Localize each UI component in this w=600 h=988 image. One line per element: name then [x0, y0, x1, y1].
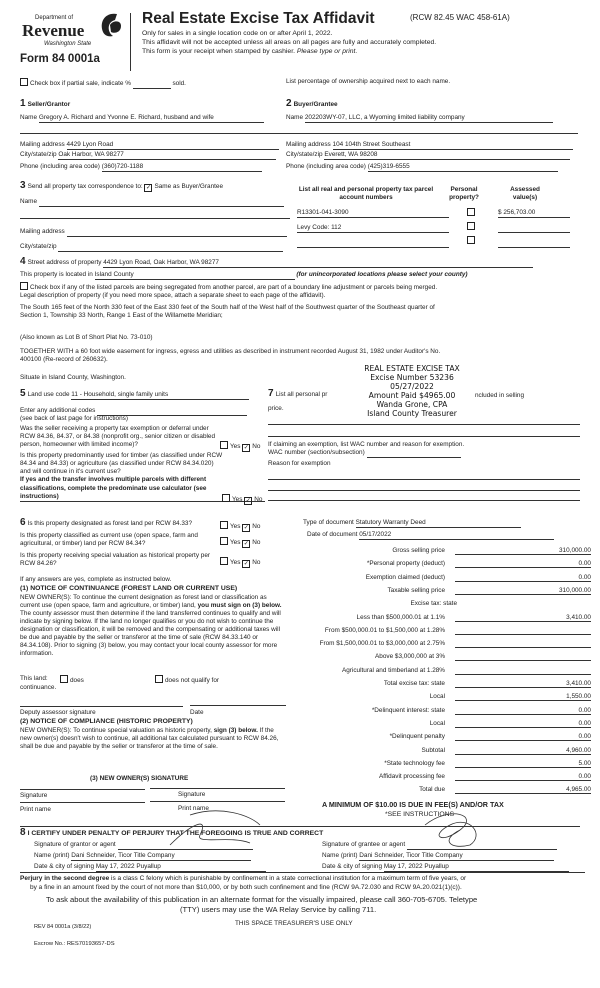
continuance-label: continuance.: [20, 684, 57, 691]
no-label: No: [252, 559, 261, 566]
forest-q3: Is this property receiving special valuation as historical property per RCW 84.26?: [20, 552, 211, 567]
partial-sale-label: Check box if partial sale, indicate %: [30, 80, 131, 87]
street-label: Street address of property: [27, 259, 102, 266]
grantor-signature-row: [34, 841, 253, 850]
deputy-signature-line[interactable]: [20, 706, 183, 707]
tax-row-value[interactable]: 4,960.00: [455, 747, 591, 755]
timber-question-bold: If yes and the transfer involves multiple parcels with different classifications, complete the predominate use calculator (see instructions): [20, 476, 207, 500]
stamp-line: Amount Paid $4965.00: [368, 391, 456, 400]
additional-codes-label: Enter any additional codes: [20, 407, 96, 414]
additional-codes-note: (see back of last page for instructions): [20, 415, 128, 422]
alt-format-line-1: To ask about the availability of this publication in an alternate format for the visually impaired, please call 360-705-6705. Teletype: [46, 895, 478, 904]
buyer-phone-label: Phone (including area code): [286, 163, 366, 170]
document-date-row: [307, 531, 554, 540]
tax-row-value[interactable]: [455, 667, 591, 675]
notice-compliance-text: [20, 727, 285, 751]
yes-label: Yes: [230, 523, 241, 530]
tax-row: [300, 651, 595, 663]
grantor-name-row: [34, 852, 251, 861]
tax-row-label: Local: [429, 693, 445, 701]
buyer-city-row: [286, 151, 570, 160]
legal-line: (Also known as Lot B of Short Plat No. 73-010): [20, 334, 153, 341]
street-field[interactable]: 4429 Lyon Road, Oak Harbor, WA 98277: [103, 259, 533, 268]
tax-row-label: *Delinquent penalty: [389, 733, 445, 741]
signature-line[interactable]: [20, 789, 145, 790]
tax-row-value[interactable]: 3,410.00: [455, 680, 591, 688]
wac-label: WAC number (section/subsection): [268, 449, 365, 456]
treasurer-use-only: THIS SPACE TREASURER'S USE ONLY: [235, 920, 353, 927]
tax-row-value[interactable]: 1,550.00: [455, 693, 591, 701]
header-line-2: This affidavit will not be accepted unless all areas on all pages are fully and accurately completed.: [142, 39, 437, 46]
tax-row-value[interactable]: 0.00: [455, 720, 591, 728]
section-number: 1: [20, 98, 26, 109]
document-type-select[interactable]: Statutory Warranty Deed: [356, 519, 521, 528]
seller-mailing-field[interactable]: 4429 Lyon Road: [67, 141, 279, 150]
tax-row-value[interactable]: 0.00: [455, 773, 591, 781]
assessed-value-field[interactable]: $ 256,703.00: [498, 209, 570, 218]
reason-line[interactable]: [268, 500, 580, 501]
tax-row-label: From $500,000.01 to $1,500,000 at 1.28%: [324, 626, 445, 634]
corr-name-field[interactable]: [39, 198, 284, 207]
grantor-name-field[interactable]: Dani Schneider, Ticor Title Company: [71, 852, 251, 861]
perjury-line-2: by a fine in an amount fixed by the court of not more than $10,000, or by both such confinement and fine (RCW 9A.72.030 and RCW 9A.20.021(1)(c)).: [30, 884, 462, 891]
parcel-account-field[interactable]: Levy Code: 112: [297, 224, 449, 233]
buyer-name-label: Name: [286, 114, 304, 121]
yes-checkbox[interactable]: [220, 441, 228, 449]
section-number: 2: [286, 98, 292, 109]
deputy-signature-label: Deputy assessor signature: [20, 709, 96, 716]
tax-row-value[interactable]: 3,410.00: [455, 614, 591, 622]
seller-heading: [20, 100, 70, 109]
legal-line: The South 165 feet of the North 330 feet of the East 330 feet of the South half of the West half of the Southwest quarter of the Southeast quarter of: [20, 304, 435, 311]
buyer-phone-field[interactable]: (425)319-6555: [368, 163, 558, 172]
grantor-date-field[interactable]: May 17, 2022 Puyallup: [96, 863, 266, 872]
yes-checkbox[interactable]: [220, 557, 228, 565]
reason-label: Reason for exemption: [268, 460, 331, 467]
legal-label: Legal description of property (if you need more space, attach a separate sheet to each page of the affidavit).: [20, 292, 326, 299]
tax-row-label: Exemption claimed (deduct): [365, 573, 445, 581]
yes-label: Yes: [232, 496, 243, 503]
parcel-col-header: List all real and personal property tax parcel account numbers: [298, 186, 434, 201]
personal-property-line[interactable]: [268, 436, 580, 437]
tax-row: [300, 731, 595, 743]
segregated-row: [20, 282, 437, 292]
new-owner-signature-title: (3) NEW OWNER(S) SIGNATURE: [90, 775, 189, 782]
certify-text: I CERTIFY UNDER PENALTY OF PERJURY THAT THE FOREGOING IS TRUE AND CORRECT: [27, 830, 324, 837]
partial-sale-percent-field[interactable]: [133, 80, 171, 89]
print-name-label: Print name: [20, 806, 51, 813]
grantee-name-label: Name (print): [322, 852, 358, 859]
minimum-fee-note: A MINIMUM OF $10.00 IS DUE IN FEE(S) AND/OR TAX: [322, 800, 504, 809]
document-date-label: Date of document: [307, 531, 358, 538]
seller-name-field[interactable]: Gregory A. Richard and Yvonne E. Richard, husband and wife: [39, 114, 264, 123]
buyer-heading: [286, 100, 338, 109]
notice-bold: you must sign on (3) below.: [197, 602, 282, 609]
notice-text: NEW OWNER(S): To continue the current designation as forest land or classification as current use (open space, farm and agriculture, or timber) land,: [20, 594, 267, 609]
parcel-account-field[interactable]: [297, 239, 449, 248]
section-number: 4: [20, 256, 26, 267]
grantor-signature-label: Signature of grantor or agent: [34, 841, 116, 848]
forest-q1-yes-no: [220, 521, 260, 532]
section-number: 7: [268, 388, 274, 399]
tax-row: [300, 572, 595, 584]
personal-property-label-end: ncluded in selling: [475, 392, 525, 399]
this-land-label: This land:: [20, 675, 48, 682]
header-line-3-text: This form is your receipt when stamped by cashier.: [142, 48, 295, 55]
escrow-label: Escrow No.:: [34, 941, 66, 947]
tax-row: [300, 612, 595, 624]
tax-row-label: Taxable selling price: [387, 586, 445, 594]
forest-q1: [20, 519, 192, 528]
form-title: Real Estate Excise Tax Affidavit: [142, 10, 375, 27]
tax-row: [300, 784, 595, 796]
reason-line[interactable]: [268, 490, 580, 491]
grantee-signature-row: [322, 841, 557, 850]
no-label: No: [254, 496, 263, 503]
does-option: [60, 675, 84, 685]
tax-row-label: Gross selling price: [392, 547, 445, 554]
seller-mailing-row: [20, 141, 279, 150]
escrow-number: RES70193657-DS: [66, 941, 115, 947]
section-number: 8: [20, 827, 26, 838]
stamp-line: 05/27/2022: [390, 382, 434, 391]
perjury-line-1: [20, 875, 466, 883]
does-not-option: [155, 675, 219, 685]
yes-label: Yes: [230, 443, 241, 450]
logo-state: Washington State: [44, 41, 92, 47]
notice-text: NEW OWNER(S): To continue special valuation as historic property,: [20, 727, 212, 734]
corr-city-label: City/state/zip: [20, 243, 57, 250]
tax-row-label: Total due: [419, 786, 445, 794]
no-checkbox[interactable]: ✓: [243, 541, 249, 547]
county-select[interactable]: Island County: [95, 271, 295, 280]
tax-row-label: *Delinquent interest: state: [371, 706, 445, 714]
legal-line: TOGETHER WITH a 60 foot wide easement for ingress, egress and utilities as described in instrument recorded August 31, 1982 under Auditor's No.: [20, 348, 441, 355]
legal-line: 400100 (Re-record of 260632).: [20, 356, 108, 363]
no-checkbox[interactable]: ✓: [243, 561, 249, 567]
located-label: This property is located in: [20, 271, 93, 278]
section-number: 6: [20, 517, 26, 528]
yes-checkbox[interactable]: [220, 537, 228, 545]
grantor-signature-field[interactable]: [118, 841, 253, 850]
correspondence-label: Send all property tax correspondence to:: [27, 183, 143, 190]
corr-city-field[interactable]: [58, 243, 283, 252]
tax-row-label: Less than $500,000.01 at 1.1%: [356, 613, 445, 621]
tax-row-value[interactable]: [455, 627, 591, 635]
print-name-line[interactable]: [150, 801, 285, 802]
notice-text: If the new owner(s) doesn't wish to continue, all additional tax calculated pursuant to RCW 84.26, shall be due and payable by the seller or transferor at the time of sale.: [20, 727, 279, 750]
deputy-date-line[interactable]: [190, 705, 286, 706]
section-divider: [20, 872, 585, 873]
corr-name-label: Name: [20, 198, 38, 205]
seller-mailing-label: Mailing address: [20, 141, 65, 148]
stamp-line: Wanda Grone, CPA: [376, 400, 448, 409]
seller-phone-field[interactable]: (360)720-1188: [102, 163, 262, 172]
buyer-city-label: City/state/zip: [286, 151, 323, 158]
tax-row: [300, 665, 595, 677]
corr-city-row: [20, 243, 283, 252]
timber-yes-no: [222, 494, 262, 505]
corr-name-row: [20, 198, 284, 207]
buyer-mailing-row: [286, 141, 573, 150]
header-line-1: Only for sales in a single location code on or after April 1, 2022.: [142, 30, 333, 37]
assessed-value-field[interactable]: [498, 239, 570, 248]
forest-q3-yes-no: [220, 557, 260, 568]
tax-row: [300, 705, 595, 717]
buyer-heading-text: Buyer/Grantee: [293, 101, 338, 108]
legal-line: Situate in Island County, Washington.: [20, 374, 126, 381]
correspondence-row: [20, 182, 223, 192]
does-not-checkbox[interactable]: [155, 675, 163, 683]
does-not-label: does not qualify for: [165, 677, 219, 684]
tax-row-label: *State technology fee: [384, 759, 445, 767]
assessed-value-field[interactable]: [498, 224, 570, 233]
buyer-name-row: [286, 114, 553, 123]
section-number: 3: [20, 180, 26, 191]
seller-phone-label: Phone (including area code): [20, 163, 100, 170]
buyer-phone-row: [286, 163, 558, 172]
stamp-line: Island County Treasurer: [367, 409, 457, 418]
partial-sale-row: [20, 78, 186, 89]
ownership-note: List percentage of ownership acquired next to each name.: [286, 78, 451, 85]
tax-row-value[interactable]: [455, 640, 591, 648]
located-note: (for unincorporated locations please select your county): [296, 271, 468, 278]
tax-row: [300, 545, 595, 557]
grantor-date-row: [34, 863, 266, 872]
buyer-name-field[interactable]: 202203WY-07, LLC, a Wyoming limited liability company: [305, 114, 553, 123]
tax-row-label: Subtotal: [421, 746, 445, 754]
if-yes-note: If any answers are yes, complete as instructed below.: [20, 576, 172, 583]
assessed-col-header: Assessed value(s): [510, 186, 540, 201]
section-number: 5: [20, 388, 26, 399]
grantee-date-label: Date & city of signing: [322, 863, 383, 870]
no-label: No: [252, 443, 261, 450]
personal-property-line[interactable]: [268, 424, 580, 425]
grantee-signature-label: Signature of grantee or agent: [322, 841, 406, 848]
forest-q1-text: Is this property designated as forest land per RCW 84.33?: [27, 520, 193, 527]
logo-dept-of: Department of: [35, 15, 74, 21]
signature-label: Signature: [178, 791, 206, 798]
notice-continuance-text: [20, 594, 285, 658]
header-line-3: [142, 48, 357, 56]
no-label: No: [252, 539, 261, 546]
document-type-label: Type of document: [303, 519, 354, 526]
no-checkbox[interactable]: ✓: [243, 445, 249, 451]
yes-label: Yes: [230, 559, 241, 566]
seller-city-label: City/state/zip: [20, 151, 57, 158]
same-as-buyer-label: Same as Buyer/Grantee: [154, 183, 224, 190]
seller-name-line-2[interactable]: [20, 133, 290, 134]
exemption-yes-no: [220, 441, 260, 452]
buyer-mailing-field[interactable]: 104 104th Street Southeast: [333, 141, 573, 150]
notice-continuance-title: (1) NOTICE OF CONTINUANCE (FOREST LAND OR CURRENT USE): [20, 585, 238, 592]
tax-row-value[interactable]: 4,965.00: [455, 786, 591, 794]
dor-swirl-icon: [97, 10, 123, 38]
notice-compliance-title: (2) NOTICE OF COMPLIANCE (HISTORIC PROPERTY): [20, 718, 193, 725]
escrow-row: [34, 940, 115, 948]
street-row: [20, 258, 533, 268]
partial-sale-checkbox[interactable]: [20, 78, 28, 86]
signature-line[interactable]: [150, 788, 285, 789]
tax-row-label: From $1,500,000.01 to $3,000,000 at 2.75%: [319, 640, 445, 648]
timber-question: Is this property predominantly used for timber (as classified under RCW 84.34 and 84.33) or agriculture (as classified under RCW 84.34.020) and will continue in it's current use?: [20, 452, 223, 475]
alt-format-line-2: (TTY) users may use the WA Relay Service by calling 711.: [180, 905, 377, 914]
corr-mailing-row: [20, 228, 287, 237]
tax-row-value[interactable]: [455, 653, 591, 661]
section-divider: [20, 826, 580, 827]
seller-city-row: [20, 151, 276, 160]
tax-row-label: Agricultural and timberland at 1.28%: [341, 666, 445, 674]
grantor-name-label: Name (print): [34, 852, 70, 859]
reason-line[interactable]: [268, 479, 580, 480]
no-checkbox[interactable]: ✓: [245, 498, 251, 504]
tax-row-value[interactable]: 5.00: [455, 760, 591, 768]
grantee-name-field[interactable]: Dani Schneider, Ticor Title Company: [359, 852, 554, 861]
segregated-label: Check box if any of the listed parcels are being segregated from another parcel, are part of a boundary line adjustment or parcels being merged.: [30, 284, 438, 291]
tax-row-value[interactable]: 0.00: [455, 560, 591, 568]
form-revision: REV 84 0001a (3/8/22): [34, 924, 92, 930]
stamp-line: Excise Number 53236: [370, 373, 454, 382]
tax-row-label: Total excise tax: state: [383, 680, 445, 687]
partial-sale-sold: sold.: [172, 80, 186, 87]
legal-line: Section 1, Township 33 North, Range 1 East of the Willamette Meridian;: [20, 312, 223, 319]
personal-property-row: [268, 390, 327, 399]
tax-row-value[interactable]: 310,000.00: [455, 547, 591, 555]
yes-checkbox[interactable]: [222, 494, 230, 502]
yes-label: Yes: [230, 539, 241, 546]
tax-row: [300, 558, 595, 570]
header-line-3-italic: Please type or print.: [296, 48, 358, 55]
land-use-label: Land use code: [27, 391, 70, 398]
excise-tax-stamp: [322, 364, 502, 418]
tax-row-label: Affidavit processing fee: [379, 773, 445, 781]
perjury-text: is a class C felony which is punishable by confinement in a state correctional institution for a maximum term of five years, or: [111, 875, 467, 882]
does-label: does: [70, 677, 84, 684]
tax-row: [300, 718, 595, 730]
yes-checkbox[interactable]: [220, 521, 228, 529]
seller-name-row: [20, 114, 264, 123]
tax-row: [300, 758, 595, 770]
tax-row: [300, 691, 595, 703]
wac-field[interactable]: [367, 449, 461, 458]
exemption-question: Was the seller receiving a property tax exemption or deferral under RCW 84.36, 84.37, or 84.38 (nonprofit org., senior citizen or disabled person, homeowner with limited income)?: [20, 425, 216, 448]
located-row: [20, 271, 468, 280]
corr-mailing-label: Mailing address: [20, 228, 65, 235]
print-name-line[interactable]: [20, 802, 145, 803]
grantee-date-field[interactable]: May 17, 2022 Puyallup: [384, 863, 569, 872]
grantor-date-label: Date & city of signing: [34, 863, 95, 870]
corr-mailing-field[interactable]: [67, 228, 287, 237]
seller-city-field[interactable]: Oak Harbor, WA 98277: [58, 151, 276, 160]
print-name-label: Print name: [178, 805, 209, 812]
exemption-claim-label: If claiming an exemption, list WAC number and reason for exemption.: [268, 441, 465, 448]
forest-q2-yes-no: [220, 537, 260, 548]
notice-bold: sign (3) below.: [213, 727, 258, 734]
personal-col-header: Personal property?: [449, 186, 479, 201]
signature-label: Signature: [20, 792, 48, 799]
stamp-line: REAL ESTATE EXCISE TAX: [364, 364, 460, 373]
segregated-checkbox[interactable]: [20, 282, 28, 290]
tax-row-value[interactable]: 0.00: [455, 733, 591, 741]
tax-row-label: *Personal property (deduct): [366, 560, 445, 568]
perjury-bold: Perjury in the second degree: [20, 875, 110, 882]
tax-row: [300, 585, 595, 597]
personal-property-checkbox[interactable]: [467, 208, 477, 218]
tax-row: [300, 745, 595, 757]
seller-phone-row: [20, 163, 262, 172]
tax-row: [300, 625, 595, 637]
forest-q2: Is this property classified as current use (open space, farm and agricultural, or timber) land per RCW 84.34?: [20, 532, 198, 547]
grantee-signature-field[interactable]: [407, 841, 557, 850]
tax-row-label: Local: [429, 719, 445, 727]
form-statute: (RCW 82.45 WAC 458-61A): [410, 13, 510, 22]
grantee-name-row: [322, 852, 554, 861]
buyer-city-field[interactable]: Everett, WA 98208: [324, 151, 570, 160]
no-checkbox[interactable]: ✓: [243, 525, 249, 531]
tax-row-label: Above $3,000,000 at 3%: [375, 653, 445, 661]
parcel-account-field[interactable]: R13301-041-3090: [297, 209, 449, 218]
buyer-mailing-label: Mailing address: [286, 141, 331, 148]
personal-property-checkbox[interactable]: [467, 236, 477, 246]
seller-name-label: Name: [20, 114, 38, 121]
land-use-select[interactable]: 11 - Household, single family units: [71, 391, 249, 400]
grantee-date-row: [322, 863, 569, 872]
see-instructions: *SEE INSTRUCTIONS: [385, 811, 455, 818]
tax-row: [300, 678, 595, 690]
does-checkbox[interactable]: [60, 675, 68, 683]
corr-name-line-2[interactable]: [20, 218, 290, 219]
logo-revenue: Revenue: [22, 21, 85, 40]
header-divider: [130, 13, 131, 71]
tax-row-label: Excise tax: state: [410, 600, 457, 608]
personal-property-price: price.: [268, 405, 284, 412]
tax-row: [300, 771, 595, 783]
document-date-field[interactable]: 05/17/2022: [359, 531, 554, 540]
tax-row-value[interactable]: 310,000.00: [455, 587, 591, 595]
tax-row: [300, 598, 595, 610]
document-type-row: [303, 519, 521, 528]
personal-property-label: List all personal pr: [275, 391, 328, 398]
land-use-row: [20, 390, 249, 400]
form-number: Form 84 0001a: [20, 53, 100, 65]
wac-row: [268, 449, 461, 458]
deputy-date-label: Date: [190, 709, 204, 716]
notice-text: The county assessor must then determine if the land transferred continues to qualify and will indicate by signing below. If the land no longer qualifies or you do not wish to continue the designation or classification, it will be removed and the compensating or additional taxes will be due and payable by the seller or transferor at the time of sale (RCW 84.33.140 or 84.34.108). Prior to signing (3) below, you may contact your local county assessor for more information.: [20, 610, 281, 657]
buyer-name-line-2[interactable]: [286, 133, 578, 134]
tax-row-value[interactable]: 0.00: [455, 707, 591, 715]
no-label: No: [252, 523, 261, 530]
seller-heading-text: Seller/Grantor: [27, 101, 71, 108]
same-as-buyer-checkbox[interactable]: ✓: [145, 185, 151, 191]
tax-row: [300, 638, 595, 650]
tax-row-value[interactable]: 0.00: [455, 574, 591, 582]
personal-property-checkbox[interactable]: [467, 222, 477, 232]
